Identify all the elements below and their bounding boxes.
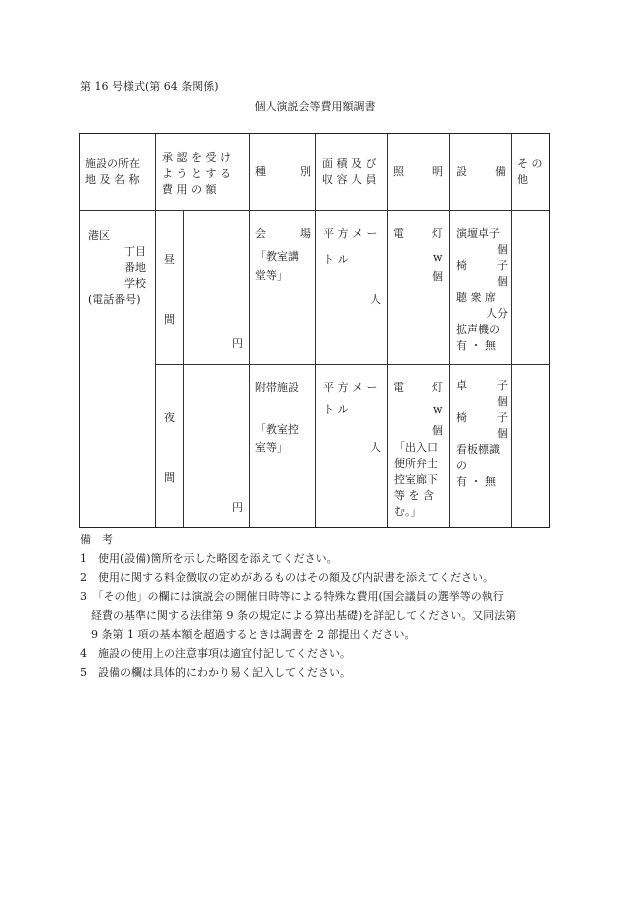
location-ward: 港区 [88, 229, 110, 242]
night-type-2: 「教室控 [255, 423, 299, 436]
rule [155, 134, 156, 527]
expense-table [79, 133, 550, 528]
note-line: 4 施設の使用上の注意事項は適宜付記してください。 [80, 647, 351, 660]
notes-heading: 備 考 [80, 533, 113, 546]
note-line: 9 条第 1 項の基本額を超過するときは調書を 2 部提出ください。 [80, 628, 416, 641]
form-number: 第 16 号様式(第 64 条関係) [80, 80, 219, 93]
location-chome: 丁目 [124, 245, 146, 258]
rule [155, 364, 549, 365]
day-area-person: 人 [370, 293, 381, 306]
night-lighting-watt: w [433, 403, 443, 416]
rule [449, 134, 450, 527]
location-banchi: 番地 [124, 261, 146, 274]
night-area-2: ト ル [323, 403, 349, 416]
day-type: 会 場 [255, 227, 311, 240]
rule [387, 134, 388, 527]
day-label-1: 昼 [164, 253, 175, 266]
rule [249, 134, 250, 527]
night-area-1: 平 方 メ ー [323, 381, 378, 394]
header-type: 種 別 [255, 165, 311, 178]
header-area: 面 積 及 び 収 容 人 員 [322, 157, 377, 186]
rule [80, 210, 549, 211]
day-type-3: 堂等」 [255, 269, 288, 282]
night-lighting-count: 個 [432, 424, 443, 437]
night-area-person: 人 [370, 441, 381, 454]
header-lighting: 照 明 [393, 165, 443, 178]
header-location: 施設の所在 地 及 名 称 [85, 157, 140, 186]
rule [183, 210, 184, 527]
night-lighting-note: 「出入口 便所弁士 控室廊下 等 を 含 む。」 [394, 441, 438, 518]
rule [315, 134, 316, 527]
note-line: 1 使用(設備)箇所を示した略図を添えてください。 [80, 552, 338, 565]
header-equipment: 設 備 [456, 165, 506, 178]
day-lighting-count: 個 [432, 270, 443, 283]
header-other: そ の 他 [517, 157, 543, 186]
night-label-2: 間 [164, 471, 175, 484]
night-type-1: 附帯施設 [255, 381, 299, 394]
day-lighting-watt: w [433, 251, 443, 264]
location-phone: (電話番号) [88, 293, 141, 306]
day-area-1: 平 方 メ ー [323, 227, 378, 240]
night-label-1: 夜 [164, 411, 175, 424]
night-equipment: 卓 子 個 椅 子 個 看板標識 の 有 ・ 無 [456, 379, 508, 488]
day-yen: 円 [232, 337, 243, 350]
day-type-2: 「教室講 [255, 250, 299, 263]
header-fee: 承 認 を 受 け よ う と す る 費 用 の 額 [162, 151, 231, 196]
notes-section [80, 530, 550, 682]
note-line: 3 「その他」の欄には演説会の開催日時等による特殊な費用(国会議員の選挙等の執行 [80, 590, 504, 603]
day-label-2: 間 [164, 313, 175, 326]
day-area-2: ト ル [323, 253, 349, 266]
note-line: 5 設備の欄は具体的にわかり易く記入してください。 [80, 666, 351, 679]
note-line: 経費の基準に関する法律第 9 条の規定による算出基礎)を詳記してください。又同法第 [80, 609, 517, 622]
night-type-3: 室等」 [255, 441, 288, 454]
day-equipment: 演壇卓子 個 椅 子 個 聴 衆 席 人分 拡声機の 有 ・ 無 [456, 227, 508, 352]
night-yen: 円 [232, 501, 243, 514]
day-lighting: 電 灯 [393, 227, 443, 240]
rule [511, 134, 512, 527]
location-school: 学校 [124, 277, 146, 290]
note-line: 2 使用に関する料金徴収の定めがあるものはその額及び内訳書を添えてください。 [80, 571, 494, 584]
night-lighting: 電 灯 [393, 381, 443, 394]
document-title: 個人演説会等費用額調書 [254, 100, 376, 113]
